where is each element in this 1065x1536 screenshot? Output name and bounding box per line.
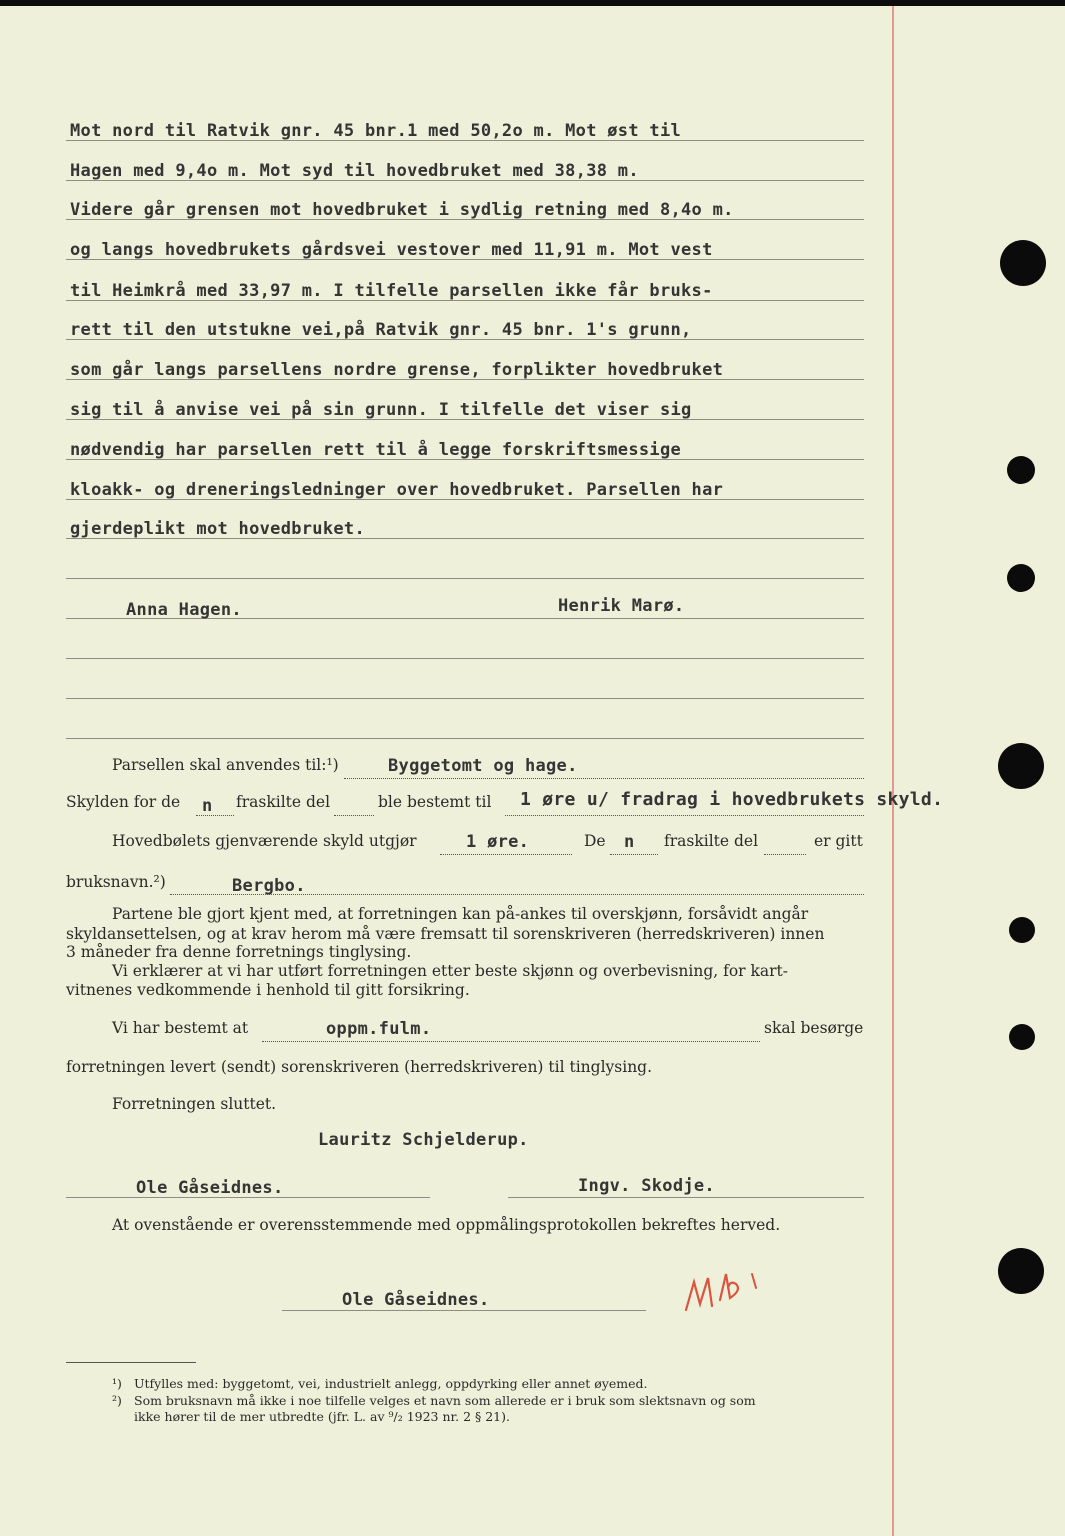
typed-line: Hagen med 9,4o m. Mot syd til hovedbruket med 38,38 m. [70, 161, 639, 181]
typed-line: kloakk- og dreneringsledninger over hovedbruket. Parsellen har [70, 480, 724, 500]
fill-line [262, 1040, 760, 1042]
signature-final: Ole Gåseidnes. [342, 1290, 490, 1310]
footnote-text: ikke hører til de mer utbredte (jfr. L. av ⁹/₂ 1923 nr. 2 § 21). [134, 1409, 510, 1424]
fill-line [440, 853, 572, 855]
levert-line: forretningen levert (sendt) sorenskriveren (herredskriveren) til tinglysing. [66, 1058, 653, 1076]
skyld-mid2: ble bestemt til [378, 793, 492, 811]
fill-line [610, 853, 658, 855]
signature-left: Ole Gåseidnes. [136, 1178, 284, 1198]
chair-signature: Lauritz Schjelderup. [318, 1130, 529, 1150]
typed-line: Videre går grensen mot hovedbruket i sydlig retning med 8,4o m. [70, 200, 734, 220]
skyld-mid1: fraskilte del [236, 793, 331, 811]
bruksnavn-label: bruksnavn.²) [66, 873, 166, 891]
typed-line: gjerdeplikt mot hovedbruket. [70, 519, 365, 539]
punch-hole [1009, 1024, 1035, 1050]
use-label: Parsellen skal anvendes til:¹) [112, 756, 339, 774]
fill-line [344, 777, 864, 779]
typed-line: sig til å anvise vei på sin grunn. I tilfelle det viser sig [70, 400, 692, 420]
skyld-value: 1 øre u/ fradrag i hovedbrukets skyld. [520, 789, 944, 810]
typed-line: og langs hovedbrukets gårdsvei vestover med 11,91 m. Mot vest [70, 240, 713, 260]
bestemt-label: Vi har bestemt at [112, 1019, 249, 1037]
ruled-line [66, 698, 864, 699]
fill-line [196, 814, 234, 816]
footnote-text: Utfylles med: byggetomt, vei, industrielt anlegg, oppdyrking eller annet øyemed. [134, 1376, 648, 1391]
typed-line: Mot nord til Ratvik gnr. 45 bnr.1 med 50,2o m. Mot øst til [70, 121, 682, 141]
red-initials-signature [680, 1260, 810, 1320]
punch-hole [1007, 456, 1035, 484]
skyld-n: n [202, 796, 213, 816]
para1-line: skyldansettelsen, og at krav herom må være fremsatt til sorenskriveren (herredskriveren) innen [66, 925, 825, 943]
fill-line [764, 853, 806, 855]
para1-line: 3 måneder fra denne forretnings tinglysing. [66, 943, 412, 961]
party-right-name: Henrik Marø. [558, 596, 685, 616]
remaining-n: n [624, 832, 635, 852]
remaining-fraskilte: fraskilte del [664, 832, 759, 850]
document-page [0, 6, 1065, 1536]
party-left-name: Anna Hagen. [126, 600, 242, 620]
typed-line: nødvendig har parsellen rett til å legge forskriftsmessige [70, 440, 682, 460]
ruled-line [66, 738, 864, 739]
punch-hole [1009, 917, 1035, 943]
para2-line: vitnenes vedkommende i henhold til gitt forsikring. [66, 981, 470, 999]
typed-line: til Heimkrå med 33,97 m. I tilfelle parsellen ikke får bruks- [70, 281, 713, 301]
fill-line [334, 814, 374, 816]
para2-line: Vi erklærer at vi har utført forretningen etter beste skjønn og overbevisning, for kart- [112, 962, 789, 980]
footnote-mark: ²) [112, 1393, 122, 1408]
footnote-mark: ¹) [112, 1376, 122, 1391]
punch-hole [998, 743, 1044, 789]
skyld-prefix: Skylden for de [66, 793, 181, 811]
signature-line [282, 1310, 646, 1311]
ruled-line [66, 578, 864, 579]
fill-line [505, 814, 864, 816]
footnote-rule [66, 1362, 196, 1363]
remaining-value: 1 øre. [466, 832, 530, 852]
sluttet-line: Forretningen sluttet. [112, 1095, 277, 1113]
bruksnavn-value: Bergbo. [232, 876, 306, 896]
use-value: Byggetomt og hage. [388, 756, 578, 776]
punch-hole [998, 1248, 1044, 1294]
margin-rule [892, 6, 894, 1536]
para1-line: Partene ble gjort kjent med, at forretningen kan på-ankes til overskjønn, forsåvidt angår [112, 905, 809, 923]
typed-line: som går langs parsellens nordre grense, forplikter hovedbruket [70, 360, 724, 380]
confirm-text: At ovenstående er overensstemmende med oppmålingsprotokollen bekreftes herved. [112, 1216, 781, 1234]
bestemt-tail: skal besørge [764, 1019, 864, 1037]
punch-hole [1000, 240, 1046, 286]
remaining-de: De [584, 832, 606, 850]
remaining-gitt: er gitt [814, 832, 863, 850]
ruled-line [66, 658, 864, 659]
signature-right: Ingv. Skodje. [578, 1176, 715, 1196]
typed-line: rett til den utstukne vei,på Ratvik gnr. 45 bnr. 1's grunn, [70, 320, 692, 340]
footnote-text: Som bruksnavn må ikke i noe tilfelle velges et navn som allerede er i bruk som slektsnavn og som [134, 1393, 756, 1408]
remaining-label: Hovedbølets gjenværende skyld utgjør [112, 832, 417, 850]
bestemt-value: oppm.fulm. [326, 1019, 432, 1039]
signature-line [508, 1197, 864, 1198]
punch-hole [1007, 564, 1035, 592]
